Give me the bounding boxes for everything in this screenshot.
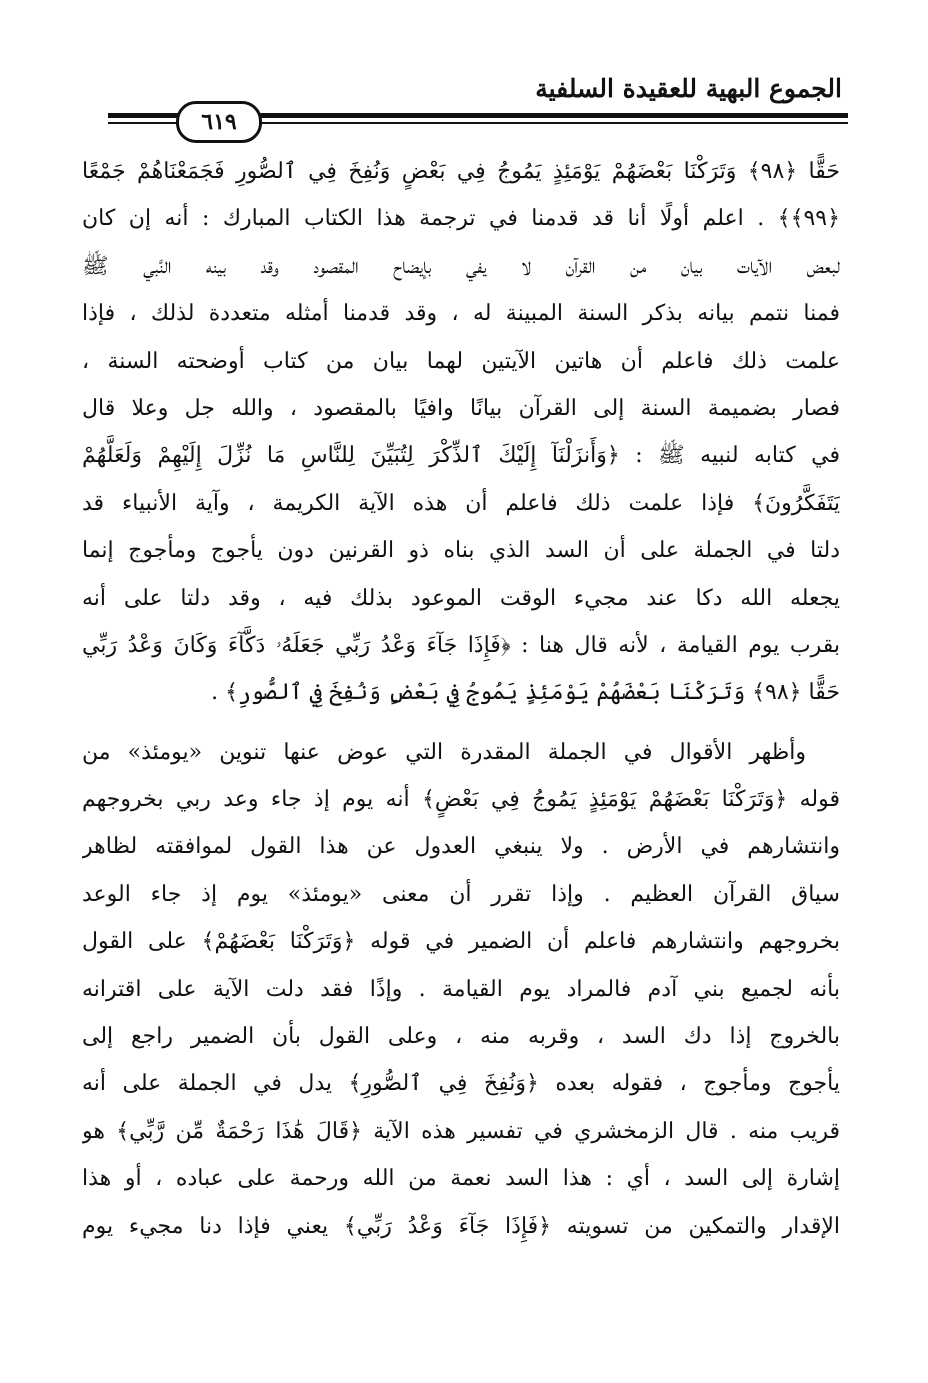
text-line: لبعض الآيات بيان من القرآن لا يفي بإيضاح المقصود وقد بينه النَّبي ﷺ [82,253,840,279]
text-line: فمنا نتمم بيانه بذكر السنة المبينة له ، وقد قدمنا أمثله متعددة لذلك ، فإذا [82,301,840,327]
text-line: بخروجهم وانتشارهم فاعلم أن الضمير في قوله ﴿وَتَرَكْنَا بَعْضَهُمْ﴾ على القول [82,929,840,955]
text-line: علمت ذلك فاعلم أن هاتين الآيتين لهما بيان من كتاب أوضحته السنة ، [82,348,840,374]
text-line: يجعله الله دكا عند مجيء الوقت الموعود بذلك فيه ، وقد دلتا على أنه [82,585,840,611]
page-number: ٦١٩ [176,101,262,143]
text-line: وانتشارهم في الأرض . ولا ينبغي العدول عن هذا القول لموافقته لظاهر [82,834,840,860]
text-line: في كتابه لنبيه ﷺ : ﴿وَأَنزَلْنَآ إِلَيْكَ ٱلذِّكْرَ لِتُبَيِّنَ لِلنَّاسِ مَا نُزِّلَ إِلَيْهِمْ وَلَعَلَّهُمْ [82,443,840,469]
text-line: وأظهر الأقوال في الجملة المقدرة التي عوض عنها تنوين «يومئذ» من [82,739,806,765]
text-line: بأنه لجميع بني آدم فالمراد يوم القيامة . وإذًا فقد دلت الآية على اقترانه [82,976,840,1002]
text-line: قوله ﴿وَتَرَكْنَا بَعْضَهُمْ يَوْمَئِذٍ يَمُوجُ فِي بَعْضٍ﴾ أنه يوم إذ جاء وعد ربي بخروجهم [82,787,840,813]
text-line: حَقًّا ﴿٩٨﴾ وَتَرَكْنَا بَعْضَهُمْ يَوْمَئِذٍ يَمُوجُ فِي بَعْضٍ وَنُفِخَ فِي ٱلصُّورِ﴾ . [211,680,840,706]
text-line: الإقدار والتمكين من تسويته ﴿فَإِذَا جَآءَ وَعْدُ رَبِّي﴾ يعني فإذا دنا مجيء يوم [82,1213,840,1239]
text-line: بالخروج إذا دك السد ، وقربه منه ، وعلى القول بأن الضمير راجع إلى [82,1024,840,1050]
text-line: فصار بضميمة السنة إلى القرآن بيانًا وافيًا بالمقصود ، والله جل وعلا قال [82,395,840,421]
text-line: دلتا في الجملة على أن السد الذي بناه ذو القرنين دون يأجوج ومأجوج إنما [82,538,840,564]
text-line: ﴿٩٩﴾﴾ . اعلم أولًا أنا قد قدمنا في ترجمة هذا الكتاب المبارك : أنه إن كان [82,206,840,232]
body-text [82,148,840,1250]
text-line: قريب منه . قال الزمخشري في تفسير هذه الآية ﴿قَالَ هَٰذَا رَحْمَةٌ مِّن رَّبِّي﴾ هو [82,1118,840,1144]
text-line: سياق القرآن العظيم . وإذا تقرر أن معنى «يومئذ» يوم إذ جاء الوعد [82,881,840,907]
text-line: حَقًّا ﴿٩٨﴾ وَتَرَكْنَا بَعْضَهُمْ يَوْمَئِذٍ يَمُوجُ فِي بَعْضٍ وَنُفِخَ فِي ٱلصُّورِ فَجَمَعْنَاهُمْ جَمْعًا [82,159,840,184]
text-line: يَتَفَكَّرُونَ﴾ فإذا علمت ذلك فاعلم أن هذه الآية الكريمة ، وآية الأنبياء قد [82,490,840,516]
running-title: الجموع البهية للعقيدة السلفية [535,74,842,103]
text-line: بقرب يوم القيامة ، لأنه قال هنا : ﴿فَإِذَا جَآءَ وَعْدُ رَبِّي جَعَلَهُۥ دَكَّآءَ وَكَانَ وَعْدُ رَبِّي [82,632,840,658]
text-line: يأجوج ومأجوج ، فقوله بعده ﴿وَنُفِخَ فِي ٱلصُّورِ﴾ يدل في الجملة على أنه [82,1071,840,1097]
text-line: إشارة إلى السد ، أي : هذا السد نعمة من الله ورحمة على عباده ، أو هذا [82,1166,840,1192]
